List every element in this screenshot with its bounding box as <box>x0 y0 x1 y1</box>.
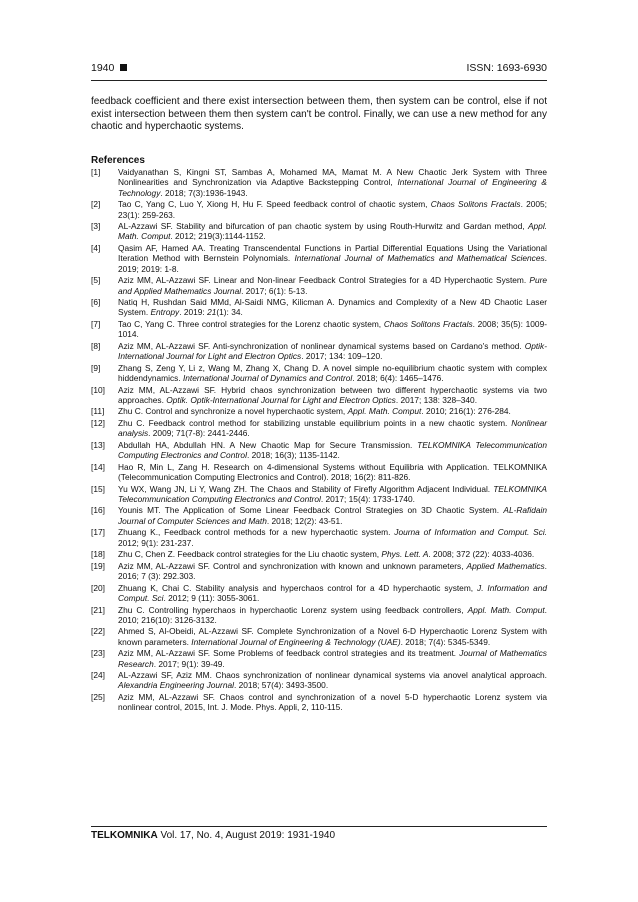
reference-text: . 2012; 219(3):1144-1152. <box>170 231 266 242</box>
reference-number: [23] <box>91 648 105 659</box>
reference-text: Tao C, Yang C, Luo Y, Xiong H, Hu F. Speed feedback control of chaotic system, <box>118 199 431 210</box>
reference-number: [4] <box>91 242 101 253</box>
reference-text: Aziz MM, AL-Azzawi SF. Some Problems of feedback control strategies and its treatment <box>118 648 454 659</box>
reference-source: Optik. Optik-International Journal for Light and Electron Optics <box>166 394 396 405</box>
reference-source: Journa of Information and Comput. Sci. <box>394 527 548 538</box>
reference-text: . 2017; 134: 109–120. <box>301 351 383 362</box>
reference-text: Vaidyanathan S, Kingni ST, Sambas A, Mohamed MA, Mamat M. A New Chaotic Jerk System with Three Nonlinearities and Synchronization via Adaptive Backstepping Control, <box>118 167 547 188</box>
reference-item <box>91 406 547 416</box>
reference-number: [13] <box>91 439 105 450</box>
reference-text: . 2018; 6(4): 1465–1476. <box>352 373 444 384</box>
reference-source: TELKOMNIKA Telecommunication Computing Electronics and Control <box>118 483 547 504</box>
reference-text: Zhu C. Feedback control method for stabilizing unstable equilibrium points in a new chaotic system. <box>118 417 512 428</box>
reference-source: . Journal of Mathematics Research <box>118 648 547 669</box>
reference-text: . 2018; 7(4): 5345-5349. <box>400 636 491 647</box>
reference-source: Appl. Math. Comput <box>347 406 422 417</box>
reference-item <box>91 243 547 274</box>
references-heading: References <box>91 155 145 166</box>
reference-source: Entropy <box>150 307 180 318</box>
reference-number: [5] <box>91 275 101 286</box>
reference-source: TELKOMNIKA Telecommunication Computing Electronics and Control <box>118 439 547 461</box>
reference-item <box>91 440 547 461</box>
reference-text: . 2010; 216(10): 3126-3132. <box>118 604 547 625</box>
footer-info: Vol. 17, No. 4, August 2019: 1931-1940 <box>157 830 336 841</box>
reference-text: . 2016; 7 (3): 292.303. <box>118 560 547 582</box>
reference-item <box>91 221 547 242</box>
reference-text: Aziz MM, AL-Azzawi SF. Hybrid chaos synchronization between two different hyperchaotic systems via two approaches. <box>118 384 547 405</box>
reference-item <box>91 418 547 439</box>
reference-text: . 2017; 6(1): 5-13. <box>241 285 308 296</box>
reference-source: Chaos Solitons Fractals <box>430 199 521 210</box>
footer-journal: TELKOMNIKA <box>91 830 158 841</box>
reference-text: Zhu C. Control and synchronize a novel hyperchaotic system, <box>118 406 348 417</box>
reference-text: Ahmed S, Al-Obeidi, AL-Azzawi SF. Complete Synchronization of a Novel 6-D Hyperchaotic Lorenz System with known parameters. <box>118 626 547 647</box>
page-header <box>91 60 547 76</box>
reference-text: Younis MT. The Application of Some Linear Feedback Control Strategies on 3D Chaotic System. <box>118 505 504 516</box>
reference-source: Alexandria Engineering Journal <box>118 680 234 691</box>
reference-item <box>91 583 547 604</box>
reference-number: [10] <box>91 384 105 395</box>
reference-source: 21 <box>207 307 217 318</box>
reference-text: . 2017; 15(4): 1733-1740. <box>320 493 415 504</box>
reference-text: Qasim AF, Hamed AA. Treating Transcendental Functions in Partial Differential Equations Using the Variational Iteration Method with Bernstein Polynomials. <box>118 242 547 264</box>
header-left <box>91 60 127 76</box>
reference-item <box>91 561 547 582</box>
reference-text: . 2018; 7(3):1936-1943. <box>160 187 248 198</box>
reference-text: Aziz MM, AL-Azzawi SF. Control and synchronization with known and unknown parameters, <box>118 560 467 571</box>
reference-source: J. Information and Comput. Sci <box>118 582 547 603</box>
reference-item <box>91 385 547 406</box>
header-divider <box>91 80 547 81</box>
reference-number: [6] <box>91 297 101 308</box>
reference-item <box>91 549 547 559</box>
reference-text: Aziz MM, AL-Azzawi SF. Anti-synchronization of nonlinear dynamical systems based on Cardano's method. <box>118 340 525 351</box>
page-footer <box>91 829 335 842</box>
square-bullet-icon <box>120 64 127 71</box>
reference-number: [14] <box>91 461 105 472</box>
reference-text: . 2018; 57(4): 3493-3500. <box>233 680 329 691</box>
reference-number: [2] <box>91 199 101 210</box>
reference-text: . 2019: <box>179 307 208 318</box>
reference-number: [9] <box>91 362 101 373</box>
reference-text: . 2012; 9 (11): 3055-3061. <box>163 592 260 603</box>
reference-text: Zhuang K, Chai C. Stability analysis and hyperchaos control for a 4D hyperchaotic system, <box>118 582 478 593</box>
reference-source: Applied Mathematics <box>466 560 545 571</box>
intro-paragraph: feedback coefficient and there exist intersection between them, then system can be control, else if not exist intersection between them then system can't be control. Finally, we can use a new method for any chaotic and hyperchaotic systems. <box>91 96 547 133</box>
page-number: 1940 <box>91 62 115 74</box>
reference-text: . 2008; 372 (22): 4033-4036. <box>428 549 535 560</box>
reference-text: . 2018; 16(3); 1135-1142. <box>246 450 340 461</box>
reference-item <box>91 527 547 548</box>
reference-item <box>91 626 547 647</box>
reference-item <box>91 167 547 198</box>
reference-item <box>91 275 547 296</box>
issn: ISSN: 1693-6930 <box>466 62 547 74</box>
reference-source: AL-Rafidain Journal of Computer Sciences and Math <box>118 505 547 526</box>
reference-text: . 2018; 12(2): 43-51. <box>266 515 343 526</box>
references-list <box>91 167 547 714</box>
reference-text: . 2008; 35(5): 1009-1014. <box>118 318 547 340</box>
reference-number: [1] <box>91 167 101 177</box>
reference-text: . 2019; 2019: 1-8. <box>118 253 547 274</box>
reference-number: [24] <box>91 670 105 681</box>
reference-number: [21] <box>91 604 105 615</box>
reference-text: . 2009; 71(7-8): 2441-2446. <box>148 428 250 439</box>
reference-number: [7] <box>91 318 101 329</box>
reference-text: (1): 34. <box>216 307 243 318</box>
reference-number: [19] <box>91 560 105 571</box>
reference-item <box>91 341 547 362</box>
reference-item <box>91 199 547 220</box>
reference-source: International Journal of Engineering & Technology (UAE) <box>191 636 401 647</box>
reference-source: International Journal of Mathematics and Mathematical Sciences <box>294 253 545 264</box>
reference-item <box>91 484 547 505</box>
reference-number: [8] <box>91 340 101 351</box>
reference-number: [3] <box>91 221 101 232</box>
reference-item <box>91 363 547 384</box>
reference-text: Tao C, Yang C. Three control strategies for the Lorenz chaotic system, <box>118 318 384 329</box>
reference-text: . 2005; 23(1): 259-263. <box>118 199 547 220</box>
reference-number: [20] <box>91 582 105 593</box>
reference-source: Appl. Math. Comput <box>118 221 547 242</box>
reference-text: Zhuang K., Feedback control methods for a new hyperchaotic system. <box>118 527 395 538</box>
reference-source: Nonlinear analysis <box>118 417 547 439</box>
reference-source: Appl. Math. Comput <box>467 604 545 615</box>
reference-item <box>91 319 547 340</box>
reference-source: Pure and Applied Mathematics Journal <box>118 275 547 296</box>
reference-number: [11] <box>91 406 105 417</box>
reference-text: AL-Azzawi SF, Aziz MM. Chaos synchronization of nonlinear dynamical systems via anovel analytical approach. <box>118 670 547 681</box>
reference-source: International Journal of Dynamics and Control <box>182 373 353 384</box>
reference-number: [16] <box>91 505 105 516</box>
reference-item <box>91 670 547 691</box>
reference-number: [12] <box>91 417 105 428</box>
reference-item <box>91 648 547 669</box>
reference-source: International Journal of Engineering & Technology <box>118 177 547 198</box>
reference-number: [17] <box>91 527 105 538</box>
reference-source: Phys. Lett. A <box>381 549 429 560</box>
reference-text: Aziz MM, AL-Azzawi SF. Linear and Non-linear Feedback Control Strategies for a 4D Hyperchaotic System. <box>118 275 530 286</box>
reference-item <box>91 692 547 713</box>
reference-text: Hao R, Min L, Zang H. Research on 4-dimensional Systems without Equilibria with Application. TELKOMNIKA (Telecommunication Computing Electronics and Control). 2018; 16(2): 811-826. <box>118 461 547 483</box>
reference-number: [15] <box>91 483 105 494</box>
reference-text: . 2010; 216(1): 276-284. <box>421 406 511 417</box>
reference-source: Chaos Solitons Fractals <box>383 318 473 329</box>
reference-number: [18] <box>91 549 105 560</box>
reference-text: Yu WX, Wang JN, Li Y, Wang ZH. The Chaos and Stability of Firefly Algorithm Adjacent Individual. <box>118 483 494 494</box>
reference-item <box>91 297 547 318</box>
reference-text: AL-Azzawi SF. Stability and bifurcation of pan chaotic system by using Routh-Hurwitz and Gardan method, <box>118 221 528 232</box>
reference-text: 2012; 9(1): 231-237. <box>118 537 194 548</box>
reference-item <box>91 605 547 626</box>
reference-text: . 2017; 9(1): 39-49. <box>153 658 225 669</box>
reference-text: . 2017; 138: 328–340. <box>395 394 478 405</box>
reference-source: Optik-International Journal for Light and Electron Optics <box>118 340 547 362</box>
reference-text: Natiq H, Rushdan Said MMd, Al-Saidi NMG, Kilicman A. Dynamics and Complexity of a New 4D Chaotic Laser System. <box>118 297 547 318</box>
reference-item <box>91 462 547 483</box>
reference-text: Zhang S, Zeng Y, Li z, Wang M, Zhang X, Chang D. A novel simple no-equilibrium chaotic system with complex hiddendynamics. <box>118 362 547 384</box>
reference-text: Zhu C, Chen Z. Feedback control strategies for the Liu chaotic system, <box>118 549 382 560</box>
reference-item <box>91 505 547 526</box>
reference-text: Abdullah HA, Abdullah HN. A New Chaotic Map for Secure Transmission. <box>118 439 418 450</box>
reference-number: [22] <box>91 626 105 637</box>
reference-number: [25] <box>91 692 105 702</box>
footer-divider <box>91 826 547 827</box>
reference-text: Aziz MM, AL-Azzawi SF. Chaos control and synchronization of a novel 5-D hyperchaotic Lorenz system via nonlinear control, 2015, Int. J. Mode. Phys. Appli, 2, 110-115. <box>118 692 547 713</box>
reference-text: Zhu C. Controlling hyperchaos in hyperchaotic Lorenz system using feedback controllers, <box>118 604 468 615</box>
